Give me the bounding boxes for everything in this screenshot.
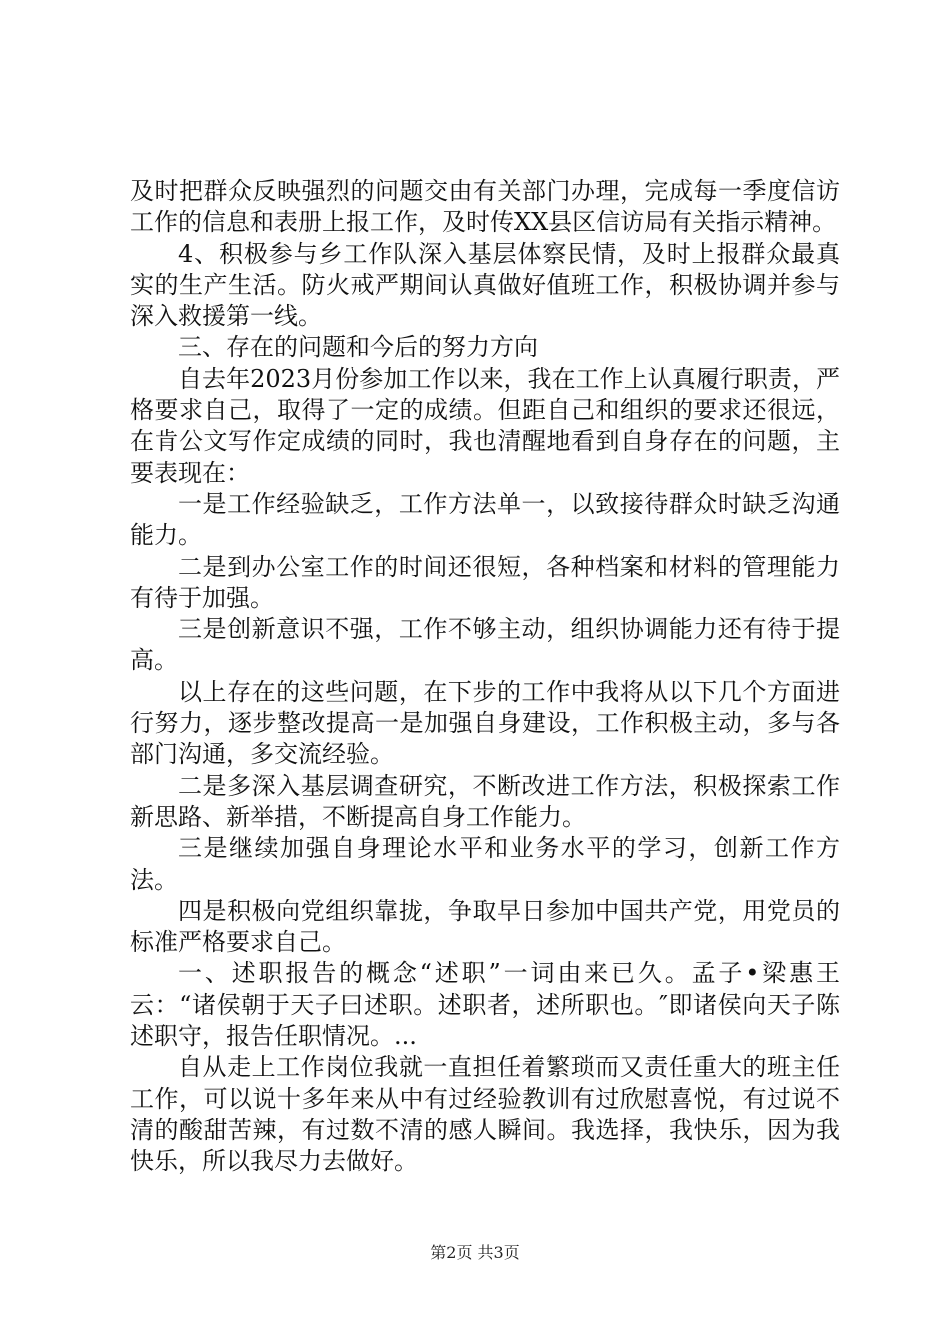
- page-number-footer: 第2页 共3页: [430, 1243, 520, 1262]
- paragraph-2: 4、积极参与乡工作队深入基层体察民情，及时上报群众最真实的生产生活。防火戒严期间认真做好值班工作，积极协调并参与深入救援第一线。: [130, 239, 840, 331]
- paragraph-11: 四是积极向党组织靠拢，争取早日参加中国共产党，用党员的标准严格要求自己。: [130, 896, 840, 957]
- section-heading: 三、存在的问题和今后的努力方向: [178, 333, 538, 362]
- paragraph-1: 及时把群众反映强烈的问题交由有关部门办理，完成每一季度信访工作的信息和表册上报工作，及时传XX县区信访局有关指示精神。: [130, 177, 840, 237]
- document-body: [130, 176, 840, 1178]
- paragraph-7: 三是创新意识不强，工作不够主动，组织协调能力还有待于提高。: [130, 615, 840, 675]
- paragraph-9: 二是多深入基层调查研究，不断改进工作方法，积极探索工作新思路、新举措，不断提高自身工作能力。: [130, 771, 840, 831]
- paragraph-12: 一、述职报告的概念“述职”一词由来已久。孟子•梁惠王云：“诸侯朝于天子曰述职。述职者，述所职也。″即诸侯向天子陈述职守，报告任职情况。...: [130, 959, 840, 1051]
- paragraph-13: 自从走上工作岗位我就一直担任着繁琐而又责任重大的班主任工作，可以说十多年来从中有过经验教训有过欣慰喜悦，有过说不清的酸甜苦辣，有过数不清的感人瞬间。我选择，我快乐，因为我快乐，所以我尽力去做好。: [130, 1053, 840, 1176]
- paragraph-8: 以上存在的这些问题，在下步的工作中我将从以下几个方面进行努力，逐步整改提高一是加强自身建设，工作积极主动，多与各部门沟通，多交流经验。: [130, 677, 840, 769]
- paragraph-5: 一是工作经验缺乏，工作方法单一，以致接待群众时缺乏沟通能力。: [130, 489, 840, 550]
- paragraph-6: 二是到办公室工作的时间还很短，各种档案和材料的管理能力有待于加强。: [130, 552, 840, 612]
- paragraph-4: 自去年2023月份参加工作以来，我在工作上认真履行职责，严格要求自己，取得了一定的成绩。但距自己和组织的要求还很远，在肯公文写作定成绩的同时，我也清醒地看到自身存在的问题，主要表现在：: [130, 364, 840, 487]
- paragraph-10: 三是继续加强自身理论水平和业务水平的学习，创新工作方法。: [130, 834, 840, 894]
